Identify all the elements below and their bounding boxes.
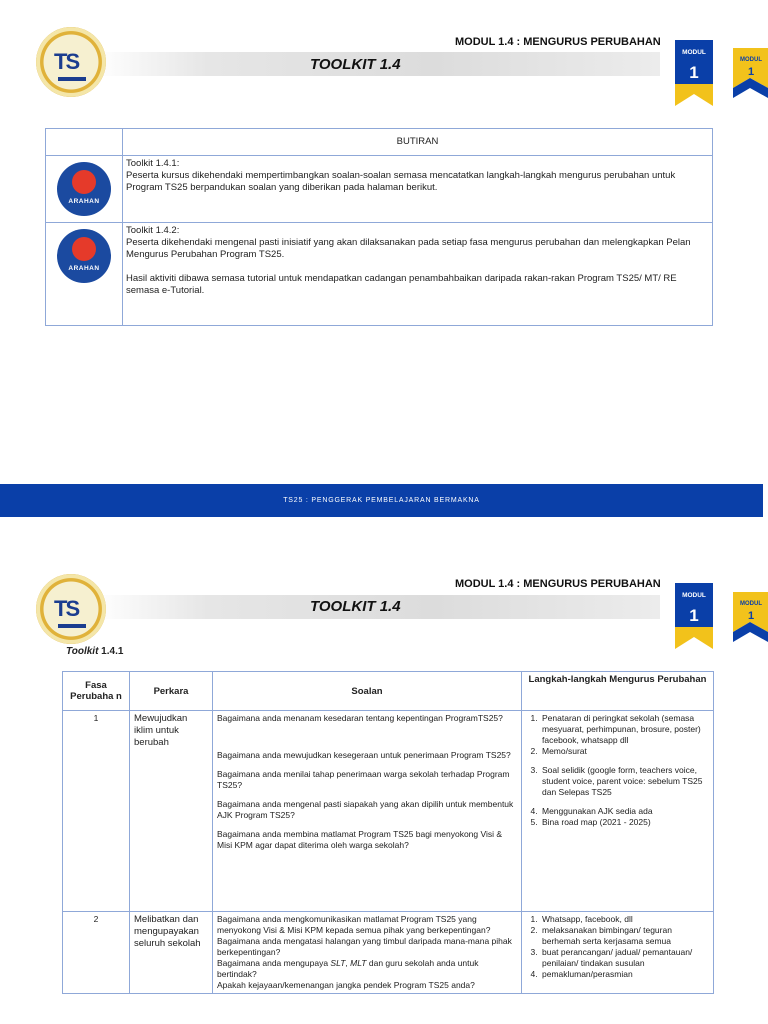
tab-number: 1 [747, 610, 755, 622]
module-badge [675, 583, 713, 649]
logo-bar [58, 624, 86, 628]
col-header-soalan: Soalan [213, 672, 522, 711]
toolkit-title: TOOLKIT 1.4 [310, 598, 401, 615]
question: Bagaimana anda mengatasi halangan yang timbul daripada mana-mana pihak berkepentingan? [217, 936, 512, 957]
row-title: Toolkit 1.4.1: [126, 158, 180, 169]
module-tab [733, 592, 768, 646]
question: Bagaimana anda menanam kesedaran tentang kepentingan ProgramTS25? [217, 713, 503, 723]
row-text-2: Hasil aktiviti dibawa semasa tutorial untuk mendapatkan cadangan penambahbaikan daripada rakan-rakan Program TS25/ MT/ RE semasa e-Tutorial. [126, 273, 677, 296]
list-item: 4. Menggunakan AJK sedia ada [540, 806, 709, 817]
header-butiran: BUTIRAN [123, 129, 713, 156]
row-content [123, 156, 713, 223]
question: Apakah kejayaan/kemenangan jangka pendek Program TS25 anda? [217, 980, 475, 990]
change-management-table [62, 671, 714, 994]
module-title: MODUL 1.4 : MENGURUS PERUBAHAN [455, 36, 661, 48]
question: Bagaimana anda mewujudkan kesegeraan untuk penerimaan Program TS25? [217, 750, 511, 760]
soalan-cell [213, 711, 522, 912]
icon-cell [46, 156, 123, 223]
ts25-logo [36, 27, 106, 97]
col-header-perkara: Perkara [130, 672, 213, 711]
steps-list [526, 914, 709, 980]
badge-number: 1 [689, 606, 699, 625]
table-row [46, 156, 713, 223]
ts25-logo [36, 574, 106, 644]
toolkit-title: TOOLKIT 1.4 [310, 56, 401, 73]
perkara-cell: Mewujudkan iklim untuk berubah [130, 711, 213, 912]
badge-label: MODUL [682, 592, 706, 599]
instructions-table [45, 128, 713, 326]
question: Bagaimana anda membina matlamat Program TS25 bagi menyokong Visi & Misi KPM agar dapat diterima oleh warga sekolah? [217, 829, 503, 850]
row-text: Peserta dikehendaki mengenal pasti inisiatif yang akan dilaksanakan pada setiap fasa mengurus perubahan dan melengkapkan Pelan Mengurus Perubahan Program TS25. [126, 237, 691, 260]
table-row [63, 912, 714, 994]
logo-mark: TS [54, 596, 79, 621]
logo-mark: TS [54, 49, 79, 74]
table-header-row [63, 672, 714, 711]
question: Bagaimana anda mengupaya SLT, MLT dan guru sekolah anda untuk bertindak? [217, 958, 479, 979]
table-row [46, 223, 713, 326]
question: Bagaimana anda mengenal pasti siapakah yang akan dipilih untuk membentuk AJK Program TS25? [217, 799, 514, 820]
module-title: MODUL 1.4 : MENGURUS PERUBAHAN [455, 578, 661, 590]
question: Bagaimana anda menilai tahap penerimaan warga sekolah terhadap Program TS25? [217, 769, 510, 790]
section-heading-number: 1.4.1 [98, 646, 124, 657]
megaphone-icon [57, 162, 111, 216]
arahan-label: ARAHAN [68, 265, 100, 272]
megaphone-red-disc [72, 170, 96, 194]
module-badge [675, 40, 713, 106]
perkara-cell: Melibatkan dan mengupayakan seluruh sekolah [130, 912, 213, 994]
tab-label: MODUL [740, 601, 762, 607]
list-item: 3. buat perancangan/ jadual/ pemantauan/ penilaian/ tindakan susulan [540, 947, 709, 969]
page-footer [0, 484, 763, 517]
tab-label: MODUL [740, 57, 762, 63]
list-item: 3. Soal selidik (google form, teachers voice, student voice, parent voice: sebelum TS25 dan Selepas TS25 [540, 765, 709, 798]
col-header-fasa: Fasa Perubaha n [63, 672, 130, 711]
list-item: 1. Penataran di peringkat sekolah (semasa mesyuarat, perhimpunan, brosure, poster) facebook, whatsapp dll [540, 713, 709, 746]
langkah-cell [522, 912, 714, 994]
row-title: Toolkit 1.4.2: [126, 225, 180, 236]
logo-bar [58, 77, 86, 81]
row-content [123, 223, 713, 326]
list-item: 1. Whatsapp, facebook, dll [540, 914, 709, 925]
list-item: 5. Bina road map (2021 - 2025) [540, 817, 709, 828]
badge-label: MODUL [682, 49, 706, 56]
langkah-cell [522, 711, 714, 912]
arahan-label: ARAHAN [68, 198, 100, 205]
list-item: 4. pemakluman/perasmian [540, 969, 709, 980]
footer-text: TS25 : PENGGERAK PEMBELAJARAN BERMAKNA [283, 497, 480, 504]
module-tab [733, 48, 768, 102]
soalan-cell [213, 912, 522, 994]
section-heading-italic: Toolkit [66, 646, 99, 657]
table-row [63, 711, 714, 912]
list-item: 2. melaksanakan bimbingan/ teguran berhemah serta kerjasama semua [540, 925, 709, 947]
page1-header [0, 0, 768, 110]
badge-number: 1 [689, 63, 699, 82]
row-text: Peserta kursus dikehendaki mempertimbangkan soalan-soalan semasa mencatatkan langkah-langkah mengurus perubahan untuk Program TS25 berpandukan soalan yang diberikan pada halaman berikut. [126, 170, 676, 193]
megaphone-icon [57, 229, 111, 283]
fasa-cell: 1 [63, 711, 130, 912]
col-header-langkah: Langkah-langkah Mengurus Perubahan [522, 672, 714, 711]
tab-number: 1 [747, 66, 755, 78]
list-item: 2. Memo/surat [540, 746, 709, 757]
question: Bagaimana anda mengkomunikasikan matlamat Program TS25 yang menyokong Visi & Misi KPM kepada semua pihak yang berkepentingan? [217, 914, 491, 935]
header-blank-cell [46, 129, 123, 156]
section-heading [66, 646, 123, 657]
steps-list [526, 713, 709, 828]
megaphone-red-disc [72, 237, 96, 261]
icon-cell [46, 223, 123, 326]
table-header-row [46, 129, 713, 156]
fasa-cell: 2 [63, 912, 130, 994]
